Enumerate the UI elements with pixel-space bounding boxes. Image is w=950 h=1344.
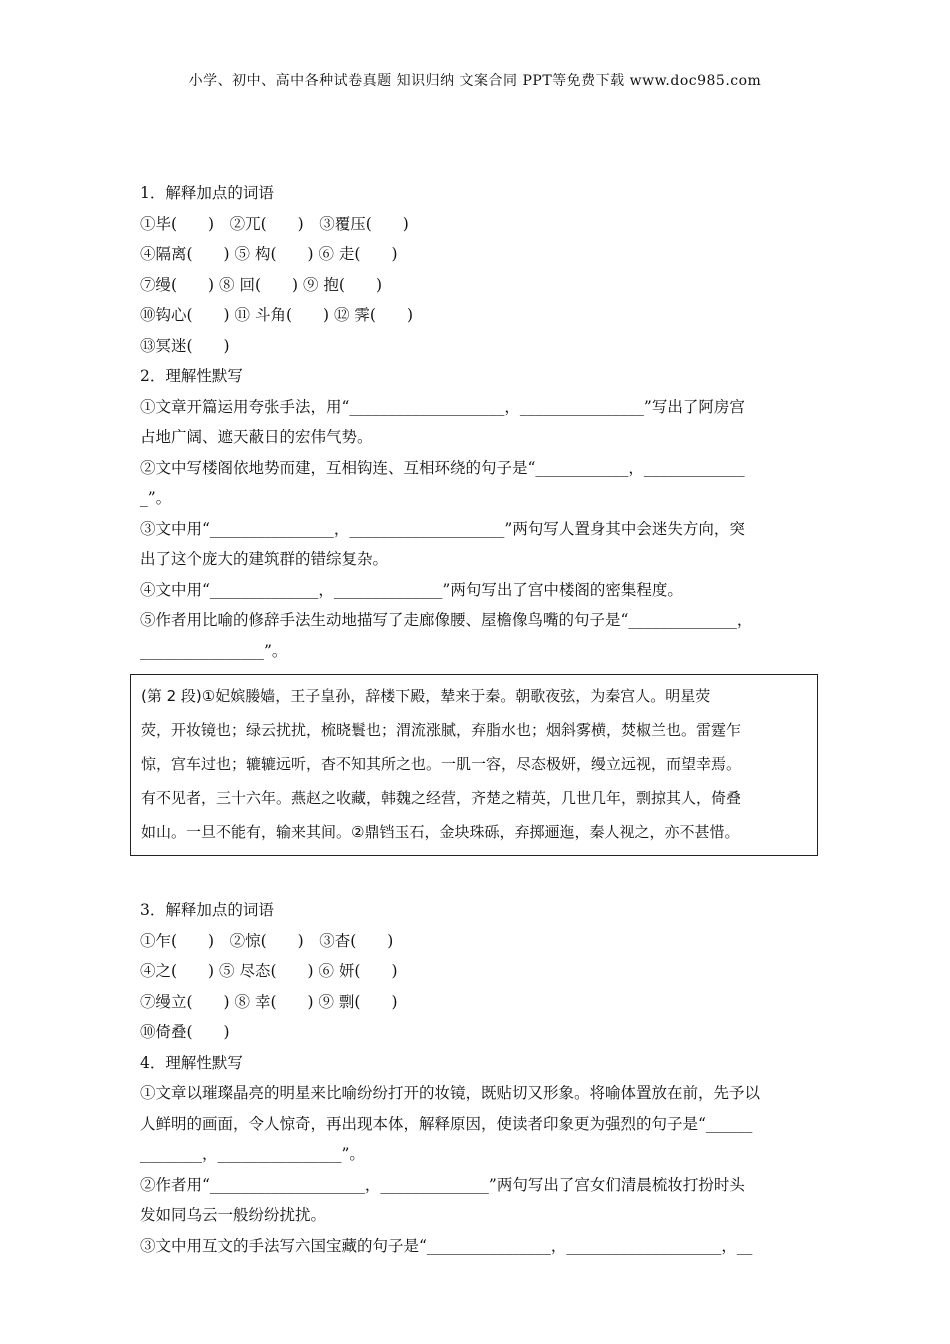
section4-line: 人鲜明的画面，令人惊奇，再出现本体，解释原因，使读者印象更为强烈的句子是“______ — [140, 1114, 753, 1133]
section2-line: ①文章开篇运用夸张手法，用“____________________，________________”写出了阿房宫 — [140, 397, 745, 416]
section1-row: ①毕( ) ②兀( ) ③覆压( ) — [140, 214, 409, 233]
page-header: 小学、初中、高中各种试卷真题 知识归纳 文案合同 PPT等免费下载 www.doc985.com — [188, 73, 762, 89]
section2-line: ④文中用“______________，______________”两句写出了宫中楼阁的密集程度。 — [140, 580, 683, 599]
passage-line: 有不见者，三十六年。燕赵之收藏，韩魏之经营，齐楚之精英，几世几年，剽掠其人，倚叠 — [141, 789, 742, 807]
passage-line: (第 2 段)①妃嫔媵嫱，王子皇孙，辞楼下殿，辇来于秦。朝歌夜弦，为秦宫人。明星荧 — [141, 687, 711, 705]
section2-line: _”。 — [140, 489, 172, 507]
section1-row: ⑦缦( ) ⑧ 回( ) ⑨ 抱( ) — [140, 275, 382, 294]
worksheet-content — [140, 178, 812, 1261]
section2-line: ②文中写楼阁依地势而建，互相钩连、互相环绕的句子是“____________，_____________ — [140, 458, 745, 477]
passage-line: 惊，宫车过也；辘辘远听，杳不知其所之也。一肌一容，尽态极妍，缦立远视，而望幸焉。 — [141, 755, 742, 773]
section3-row: ①乍( ) ②惊( ) ③杳( ) — [140, 931, 394, 950]
section4-line: ③文中用互文的手法写六国宝藏的句子是“________________，____________________，__ — [140, 1236, 753, 1255]
section2-line: ⑤作者用比喻的修辞手法生动地描写了走廊像腰、屋檐像鸟嘴的句子是“______________， — [140, 611, 753, 629]
section4-line: ②作者用“____________________，______________”两句写出了宫女们清晨梳妆打扮时头 — [140, 1175, 745, 1194]
section3-row: ⑩倚叠( ) — [140, 1023, 230, 1041]
section4-title: 4．理解性默写 — [140, 1053, 243, 1072]
section1-row: ⑬冥迷( ) — [140, 336, 230, 355]
section2-title: 2．理解性默写 — [140, 367, 243, 385]
section2-line: ③文中用“________________，____________________”两句写人置身其中会迷失方向，突 — [140, 519, 745, 538]
section3-row: ⑦缦立( ) ⑧ 幸( ) ⑨ 剽( ) — [140, 992, 398, 1011]
section2-line: ________________”。 — [140, 641, 288, 660]
spacer — [140, 868, 812, 895]
section1-title: 1．解释加点的词语 — [140, 184, 274, 202]
section4-line: ①文章以璀璨晶亮的明星来比喻纷纷打开的妆镜，既贴切又形象。将喻体置放在前，先予以 — [140, 1084, 761, 1102]
section4-line: 发如同乌云一般纷纷扰扰。 — [140, 1206, 327, 1224]
section2-line: 占地广阔、遮天蔽日的宏伟气势。 — [140, 428, 373, 446]
section3-row: ④之( ) ⑤ 尽态( ) ⑥ 妍( ) — [140, 962, 398, 980]
section1-row: ⑩钩心( ) ⑪ 斗角( ) ⑫ 霁( ) — [140, 306, 413, 324]
section4-line: ________，________________”。 — [140, 1145, 365, 1163]
section1-row: ④隔离( ) ⑤ 构( ) ⑥ 走( ) — [140, 245, 398, 263]
passage-line: 荧，开妆镜也；绿云扰扰，梳晓鬟也；渭流涨腻，弃脂水也；烟斜雾横，焚椒兰也。雷霆乍 — [141, 721, 742, 739]
passage-box — [130, 674, 818, 856]
section3-title: 3．解释加点的词语 — [140, 901, 274, 919]
section2-line: 出了这个庞大的建筑群的错综复杂。 — [140, 550, 389, 568]
passage-line: 如山。一旦不能有，输来其间。②鼎铛玉石，金块珠砾，弃掷逦迤，秦人视之，亦不甚惜。 — [141, 823, 740, 841]
